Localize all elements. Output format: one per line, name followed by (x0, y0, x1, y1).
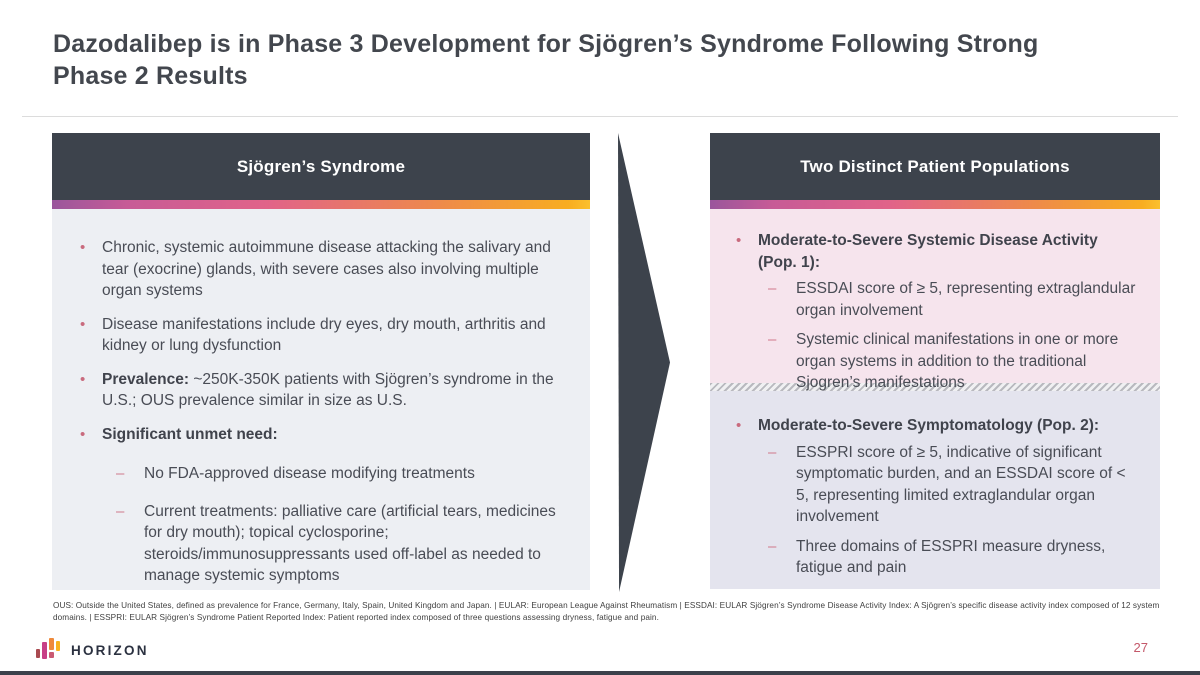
horizon-logo-icon (36, 637, 62, 663)
pop2-heading: Moderate-to-Severe Symptomatology (Pop. 2): (758, 417, 1100, 434)
left-accent-gradient-bar (52, 200, 590, 209)
sub-bullet-systemic-manifestations (768, 329, 1140, 394)
population-2-section (710, 391, 1160, 589)
bullet-unmet-need (76, 424, 564, 446)
sub-bullet-text: Current treatments: palliative care (artificial tears, medicines for dry mouth); topical cyclosporine; steroids/immunosuppressants used off-label as needed to manage systemic symptoms (144, 502, 556, 584)
sub-bullet-text: ESSDAI score of ≥ 5, representing extraglandular organ involvement (796, 280, 1136, 319)
bullet-text (758, 415, 1099, 437)
sub-bullet-no-fda (116, 463, 564, 485)
patient-populations-panel (710, 133, 1160, 590)
sjogrens-syndrome-panel (52, 133, 590, 590)
sub-bullet-essdai (768, 278, 1140, 321)
dash-marker: – (116, 465, 125, 482)
bullet-dot: • (80, 370, 86, 388)
dash-marker: – (768, 537, 777, 555)
sub-bullet-current-treatments (116, 501, 564, 587)
bullet-chronic-disease (76, 237, 564, 302)
bullet-text (758, 230, 1140, 273)
right-panel-title: Two Distinct Patient Populations (800, 156, 1070, 176)
dash-marker: – (768, 280, 777, 297)
dash-marker: – (768, 331, 777, 348)
bullet-rest: ~250K-350K patients with Sjögren’s syndrome in the U.S.; OUS prevalence similar in size as U.S. (102, 370, 554, 409)
left-panel-body (52, 209, 590, 590)
footnote-abbreviations: OUS: Outside the United States, defined as prevalence for France, Germany, Italy, Spain, United Kingdom and Japan. | EULAR: European League Against Rheumatism | ESSDAI: EULAR Sjögren’s Syndrome Disease Activity Index: A Sjögren’s specific disease activity index composed of 12 system domains. | ESSPRI: EULAR Sjögren’s Syndrome Patient Reported Index: Patient reported index composed of three questions assessing dryness, fatigue and pain. (53, 601, 1160, 622)
dash-marker: – (116, 502, 125, 520)
bottom-edge-bar (0, 671, 1200, 675)
right-accent-gradient-bar (710, 200, 1160, 209)
bullet-text: Disease manifestations include dry eyes, dry mouth, arthritis and kidney or lung dysfunction (102, 315, 546, 354)
sub-bullet-esspri (768, 442, 1140, 528)
sub-bullet-three-domains (768, 536, 1140, 579)
bullet-text (102, 369, 564, 412)
horizon-logo-wordmark: HORIZON (71, 642, 149, 658)
bullet-pop1-heading (732, 230, 1140, 273)
bullet-bold-leadin: Significant unmet need: (102, 425, 278, 443)
arrow-right-shape (618, 133, 670, 592)
bullet-text (102, 424, 278, 446)
bullet-text: Chronic, systemic autoimmune disease attacking the salivary and tear (exocrine) glands, with severe cases also involving multiple organ systems (102, 239, 551, 299)
population-1-section (710, 209, 1160, 391)
bullet-prevalence (76, 369, 564, 412)
bullet-dot: • (736, 417, 742, 434)
right-panel-header (710, 133, 1160, 200)
bullet-dot: • (80, 315, 86, 333)
left-panel-header (52, 133, 590, 200)
bullet-disease-manifestations (76, 314, 564, 357)
horizon-logo (36, 637, 149, 663)
page-number: 27 (1133, 640, 1148, 655)
slide-title: Dazodalibep is in Phase 3 Development for Sjögren’s Syndrome Following Strong Phase 2 Results (53, 30, 1039, 90)
bullet-dot: • (80, 239, 86, 256)
title-divider (22, 116, 1178, 117)
sub-bullet-text: ESSPRI score of ≥ 5, indicative of significant symptomatic burden, and an ESSDAI score of < 5, representing limited extraglandular organ involvement (796, 443, 1126, 525)
pop1-heading: Moderate-to-Severe Systemic Disease Activity (Pop. 1): (758, 232, 1098, 271)
left-panel-title: Sjögren’s Syndrome (236, 156, 406, 176)
sub-bullet-text: No FDA-approved disease modifying treatments (144, 465, 475, 482)
bullet-pop2-heading (732, 415, 1140, 437)
bullet-bold-leadin: Prevalence: (102, 370, 190, 388)
sub-bullet-text: Systemic clinical manifestations in one or more organ systems in addition to the traditional Sjogren’s manifestations (796, 331, 1119, 391)
dash-marker: – (768, 443, 777, 461)
bullet-dot: • (736, 232, 742, 249)
sub-bullet-text: Three domains of ESSPRI measure dryness, fatigue and pain (796, 537, 1106, 576)
bullet-dot: • (80, 425, 86, 443)
